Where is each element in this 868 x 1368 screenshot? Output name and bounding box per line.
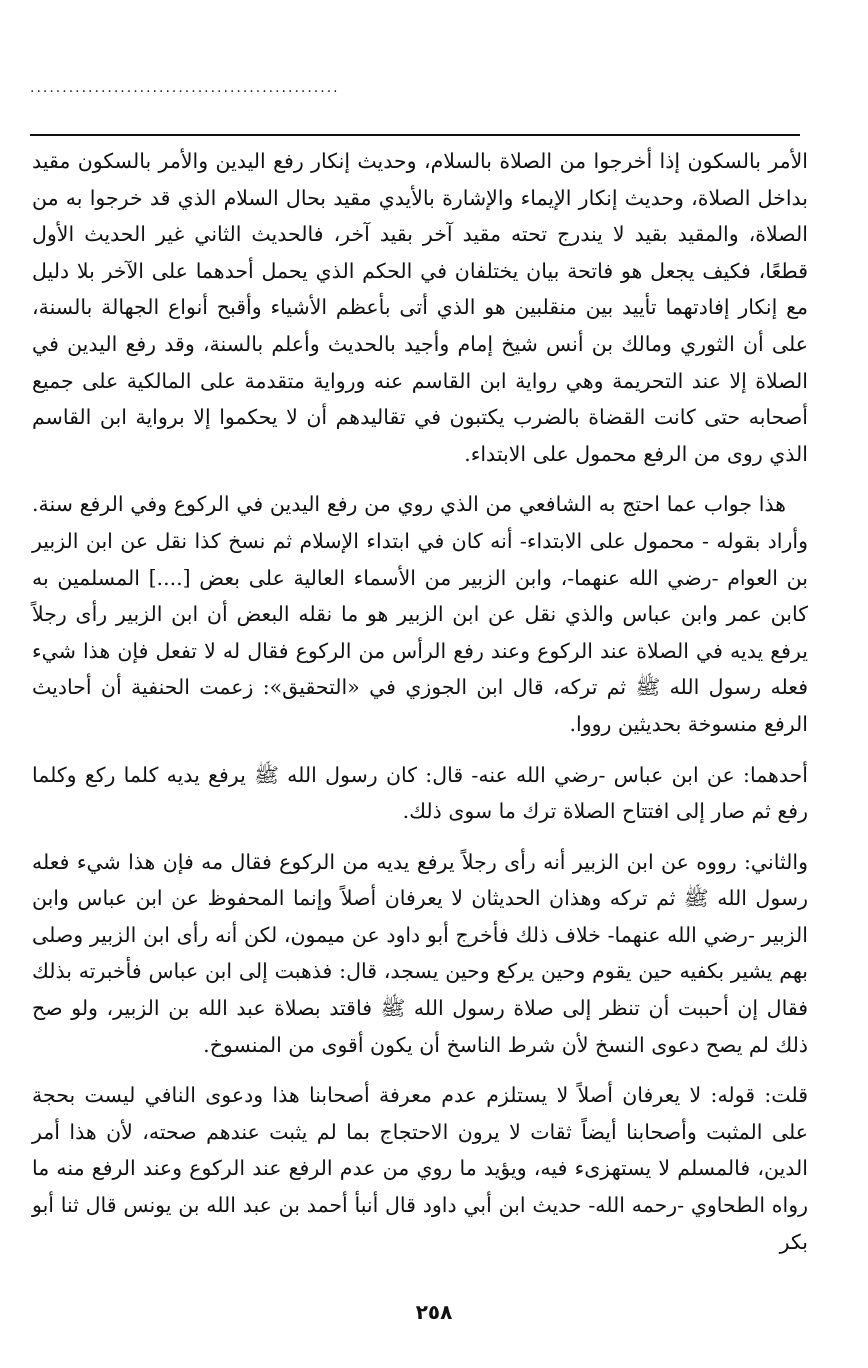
header-rule — [30, 134, 800, 136]
paragraph-1: الأمر بالسكون إذا أخرجوا من الصلاة بالسلام، وحديث إنكار رفع اليدين والأمر بالسكون مقيد بداخل الصلاة، وحديث إنكار الإيماء والإشارة بالأيدي مقيد بحال السلام الذي قد خرجوا به من الصلاة، والمقيد بقيد لا يندرج تحته مقيد آخر بقيد آخر، فالحديث الثاني غير الحديث الأول قطعًا، فكيف يجعل هو فاتحة بيان يختلفان في الحكم الذي يحمل أحدهما على الآخر بلا دليل مع إنكار إفادتهما تأييد بين منقلبين هو الذي أتى بأعظم الأشياء وأقبح أنواع الجهالة بالسنة، على أن الثوري ومالك بن أنس شيخ إمام وأجيد بالحديث وأعلم بالسنة، وقد رفع اليدين في الصلاة إلا عند التحريمة وهي رواية ابن القاسم عنه ورواية متقدمة على المالكية على جميع أصحابه حتى كانت القضاة بالضرب يكتبون في تقاليدهم أن لا يحكموا إلا برواية ابن القاسم الذي روى من الرفع محمول على الابتداء. — [32, 149, 808, 466]
paragraph-3: أحدهما: عن ابن عباس -رضي الله عنه- قال: كان رسول الله ﷺ يرفع يديه كلما ركع وكلما رفع ثم صار إلى افتتاح الصلاة ترك ما سوى ذلك. — [32, 762, 808, 824]
paragraph-2: هذا جواب عما احتج به الشافعي من الذي روي من رفع اليدين في الركوع وفي الرفع سنة. وأراد بقوله - محمول على الابتداء- أنه كان في ابتداء الإسلام ثم نسخ كذا نقل عن ابن الزبير بن العوام -رضي الله عنهما-، وابن الزبير من الأسماء العالية على بعض [....] المسلمين به كابن عمر وابن عباس والذي نقل عن ابن الزبير هو ما نقله البعض أن ابن الزبير رأى رجلاً يرفع يديه في الصلاة عند الركوع وعند رفع الرأس من الركوع فقال له لا تفعل فإن هذا شيء فعله رسول الله ﷺ ثم تركه، قال ابن الجوزي في «التحقيق»: زعمت الحنفية أن أحاديث الرفع منسوخة بحديثين رووا. — [32, 492, 808, 736]
paragraph-5: قلت: قوله: لا يعرفان أصلاً لا يستلزم عدم معرفة أصحابنا هذا ودعوى النافي ليست بحجة على المثبت وأصحابنا أيضاً ثقات لا يرون الاحتجاج بما لم يثبت عندهم صحته، لأن هذا أمر الدين، فالمسلم لا يستهزىء فيه، ويؤيد ما روي من عدم الرفع عند الركوع وعند الرفع منه ما رواه الطحاوي -رحمه الله- حديث ابن أبي داود قال أنبأ أحمد بن عبد الله بن يونس قال ثنا أبو بكر — [32, 1083, 808, 1254]
header-dotted-line: ................................................ — [30, 80, 340, 96]
paragraph-4: والثاني: رووه عن ابن الزبير أنه رأى رجلاً يرفع يديه من الركوع فقال مه فإن هذا شيء فعله رسول الله ﷺ ثم تركه وهذان الحديثان لا يعرفان أصلاً وإنما المحفوظ عن ابن عباس وابن الزبير -رضي الله عنهما- خلاف ذلك فأخرج أبو داود عن ميمون، لكن أنه رأى ابن الزبير وصلى بهم يشير بكفيه حين يقوم وحين يركع وحين يسجد، قال: فذهبت إلى ابن عباس فأخبرته بذلك فقال إن أحببت أن تنظر إلى صلاة رسول الله ﷺ فاقتد بصلاة عبد الله بن الزبير، ولو صح ذلك لم يصح دعوى النسخ لأن شرط الناسخ أن يكون أقوى من المنسوخ. — [32, 849, 808, 1057]
page-number: ٢٥٨ — [415, 1300, 453, 1324]
page-body — [32, 143, 808, 1260]
